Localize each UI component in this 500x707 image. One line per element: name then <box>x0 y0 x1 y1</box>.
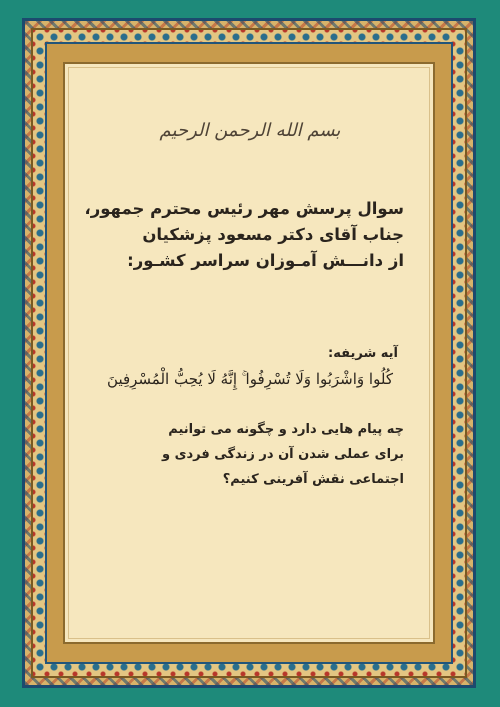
heading-block <box>84 196 404 274</box>
heading-line: جناب آقای دکتر مسعود پزشکیان <box>142 225 404 244</box>
heading-line: از دانـــش آمـوزان سراسر کشـور: <box>127 251 404 270</box>
ayah-text: كُلُوا وَاشْرَبُوا وَلَا تُسْرِفُوا ۚ إِنَّهُ لَا يُحِبُّ الْمُسْرِفِينَ <box>107 370 393 388</box>
question-line: چه پیام هایی دارد و چگونه می توانیم <box>168 422 404 437</box>
question-line: اجتماعی نقش آفرینی کنیم؟ <box>222 472 404 487</box>
bismillah-calligraphy: بسم الله الرحمن الرحیم <box>159 120 341 141</box>
question-line: برای عملی شدن آن در زندگی فردی و <box>161 447 404 462</box>
heading-line: سوال پرسش مهر رئیس محترم جمهور، <box>84 199 404 218</box>
ayah-label: آیه شریفه: <box>328 346 398 361</box>
question-block <box>94 417 404 492</box>
